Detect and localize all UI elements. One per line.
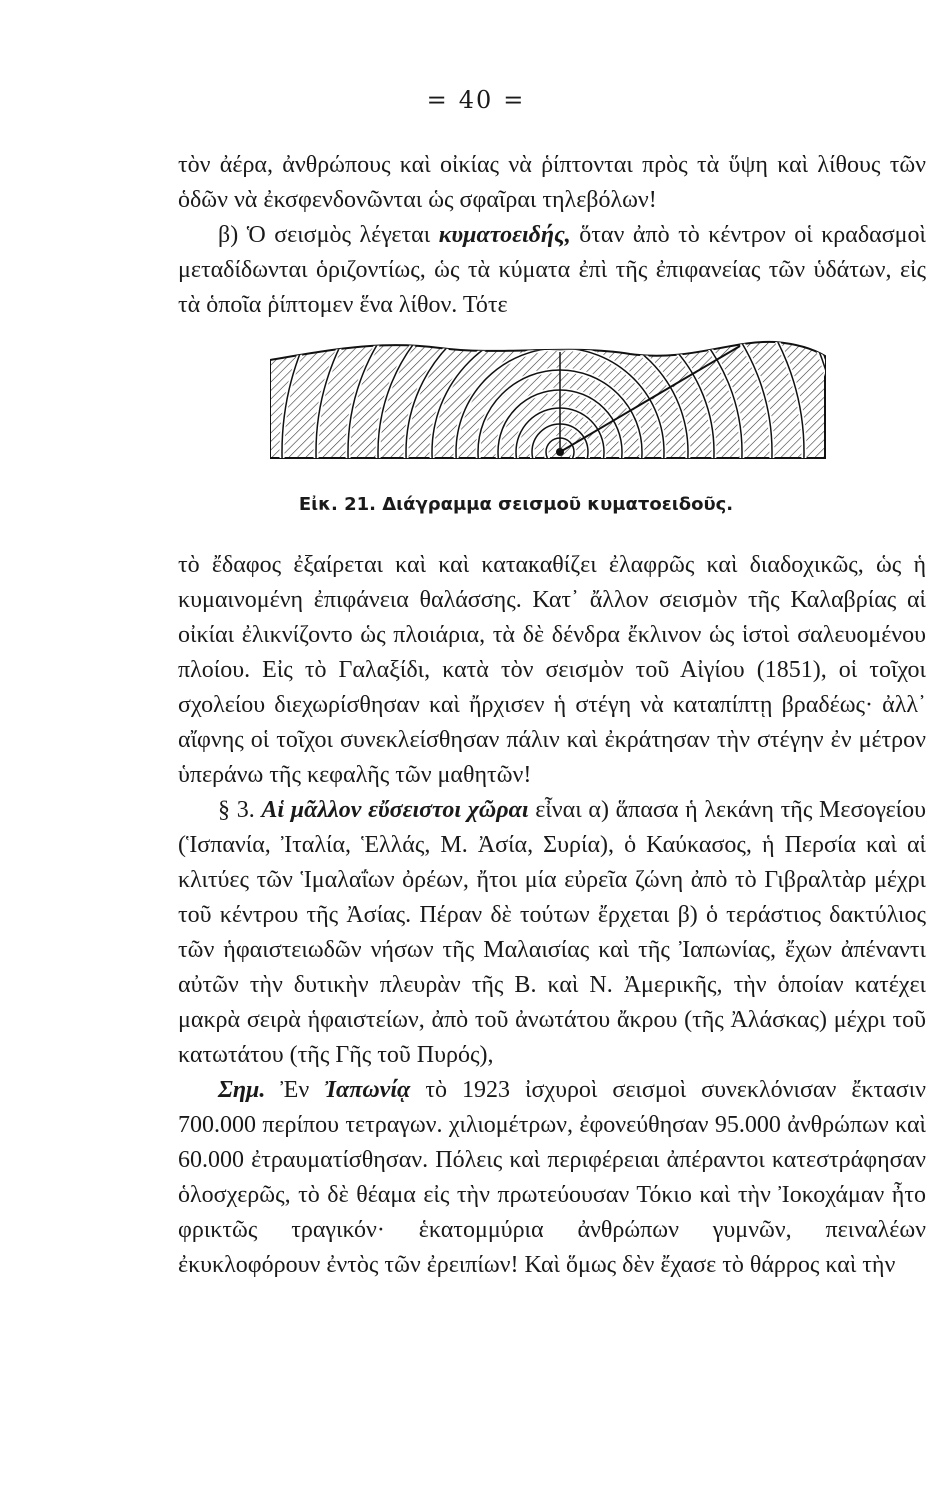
para5-mid: Ἐν [265, 1077, 325, 1103]
paragraph-1: τὸν ἀέρα, ἀνθρώπους καὶ οἰκίας νὰ ῥίπτονται πρὸς τὰ ὕψη καὶ λίθους τῶν ὁδῶν νὰ ἐκσφενδονῶνται ὡς σφαῖραι τηλεβόλων! [178, 152, 926, 213]
figure-caption: Εἰκ. 21. Διάγραμμα σεισμοῦ κυματοειδοῦς. [298, 494, 734, 515]
paragraph-3: τὸ ἔδαφος ἐξαίρεται καὶ καὶ καταкαθίζει ἐλαφρῶς καὶ διαδοχικῶς, ὡς ἡ κυμαινομένη ἐπιφάνεια θαλάσσης. Κατ᾽ ἄλλον σεισμὸν τῆς Καλαβρίας αἱ οἰκίαι ἐλικνίζοντο ὡς πλοιάρια, τὰ δὲ δένδρα ἔκλινον ὡς ἱστοὶ σαλευομένου πλοίου. Εἰς τὸ Γαλαξίδι, κατὰ τὸν σεισμὸν τοῦ Αἰγίου (1851), οἱ τοῖχοι σχολείου διεχωρίσθησαν καὶ ἤρχισεν ἡ στέγη νὰ καταπίπτῃ βραδέως· ἀλλ᾽ αἴφνης οἱ τοῖχοι συνεκλείσθησαν πάλιν καὶ ἐκράτησαν τὴν στέγην ἐν μέτρον ὑπεράνω τῆς κεφαλῆς τῶν μαθητῶν! [178, 552, 926, 788]
earthquake-wave-diagram [270, 340, 830, 460]
paragraph-5-note [178, 1073, 926, 1283]
paragraph-2 [178, 218, 926, 323]
para2-rest: ὅταν ἀπὸ τὸ κέντρον οἱ κραδασμοὶ μεταδίδωνται ὁριζοντίως, ὡς τὰ κύματα ἐπὶ τῆς ἐπιφανείας τῶν ὑδάτων, εἰς τὰ ὁποῖα ῥίπτομεν ἕνα λίθον. Τότε [178, 222, 926, 318]
upper-text [178, 148, 926, 323]
term-kymatoeidis: κυματοειδής, [438, 222, 571, 248]
page-number-mark-left: = [426, 86, 449, 114]
note-label: Σημ. [218, 1077, 266, 1103]
wave-diagram-figure [270, 340, 830, 460]
term-iaponia: Ἰαπωνίᾳ [324, 1077, 411, 1103]
para5-rest: τὸ 1923 ἰσχυροὶ σεισμοὶ συνεκλόνισαν ἔκτασιν 700.000 περίπου τετραγων. χιλιομέτρων, ἐφονεύθησαν 95.000 ἀνθρώπων καὶ 60.000 ἐτραυματίσθησαν. Πόλεις καὶ περιφέρειαι ἀπέραντοι κατεστράφησαν ὁλοσχερῶς, τὸ δὲ θέαμα εἰς τὴν πρωτεύουσαν Τόκιο καὶ τὴν Ἰοκοχάμαν ἦτο φρικτῶς τραγικόν· ἑκατομμύρια ἀνθρώπων γυμνῶν, πειναλέων ἐκυκλοφόρουν ἐντὸς τῶν ἐρειπίων! Καὶ ὅμως δὲν ἔχασε τὸ θάρρος καὶ τὴν [178, 1077, 926, 1278]
para2-lead: β) Ὁ σεισμὸς λέγεται [218, 222, 439, 248]
focus-point [556, 448, 564, 456]
paragraph-4 [178, 793, 926, 1073]
page-number-header [0, 86, 952, 114]
page-number-mark-right: = [503, 86, 526, 114]
para4-lead: § 3. [218, 797, 262, 823]
page-number: 40 [458, 86, 494, 114]
term-eyseistoi-chorai: Αἱ μᾶλλον εὔσειστοι χῶραι [261, 797, 529, 823]
lower-text [178, 548, 926, 1283]
para4-rest: εἶναι α) ἅπασα ἡ λεκάνη τῆς Μεσογείου (Ἱσπανία, Ἰταλία, Ἑλλάς, Μ. Ἀσία, Συρία), ὁ Καύκασος, ἡ Περσία καὶ αἱ κλιτύες τῶν Ἱμαλαΐων ὀρέων, ἤτοι μία εὐρεῖα ζώνη ἀπὸ τὸ Γιβραλτὰρ μέχρι τοῦ κέντρου τῆς Ἀσίας. Πέραν δὲ τούτων ἔρχεται β) ὁ τεράστιος δακτύλιος τῶν ἡφαιστειωδῶν νήσων τῆς Μαλαισίας καὶ τῆς Ἰαπωνίας, ἔχων ἀπέναντι αὐτῶν τὴν δυτικὴν πλευρὰν τῆς Β. καὶ Ν. Ἀμερικῆς, τὴν ὁποίαν κατέχει μακρὰ σειρὰ ἡφαιστείων, ἀπὸ τοῦ ἀνωτάτου ἄκρου (τῆς Ἀλάσκας) μέχρι τοῦ κατωτάτου (τῆς Γῆς τοῦ Πυρός), [178, 797, 926, 1068]
